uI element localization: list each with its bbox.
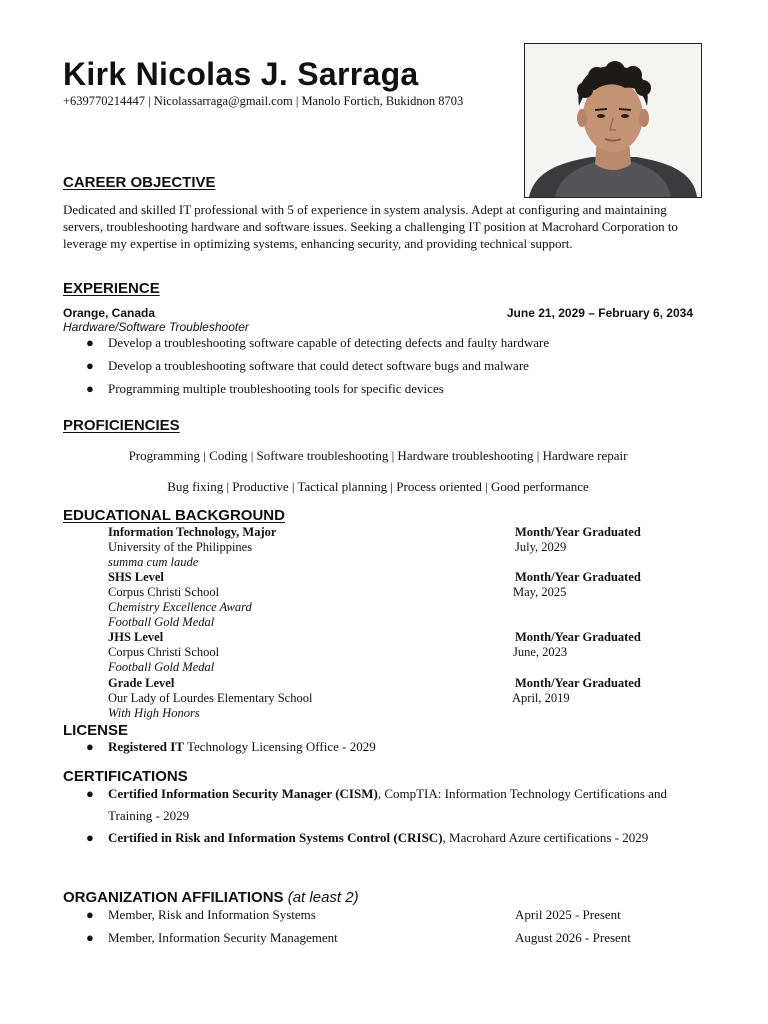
education-school: Corpus Christi School — [108, 645, 220, 659]
certification-detail: , CompTIA: Information Technology Certifications and Training - 2029 — [108, 786, 667, 823]
experience-dates: June 21, 2029 – February 6, 2034 — [506, 306, 693, 320]
experience-location: Orange, Canada — [63, 306, 156, 320]
bullet-icon: ● — [86, 930, 94, 945]
section-heading-certifications: CERTIFICATIONS — [63, 768, 188, 785]
education-honor: Football Gold Medal — [108, 660, 215, 674]
graduated-label: Month/Year Graduated — [515, 525, 641, 539]
section-heading-career-objective: CAREER OBJECTIVE — [63, 174, 216, 191]
graduated-label: Month/Year Graduated — [515, 676, 641, 690]
experience-bullet: Develop a troubleshooting software that could detect software bugs and malware — [108, 358, 529, 373]
education-date: June, 2023 — [513, 645, 568, 659]
education-school: Corpus Christi School — [108, 585, 220, 599]
certification-item — [108, 783, 698, 827]
education-date: July, 2029 — [515, 540, 567, 554]
bullet-icon: ● — [86, 786, 94, 801]
certification-detail: , Macrohard Azure certifications - 2029 — [442, 830, 649, 845]
affiliation-role: Member, Risk and Information Systems — [108, 907, 316, 922]
graduated-label: Month/Year Graduated — [515, 630, 641, 644]
education-school: Our Lady of Lourdes Elementary School — [108, 691, 313, 705]
experience-role: Hardware/Software Troubleshooter — [63, 320, 249, 334]
bullet-icon: ● — [86, 358, 94, 373]
affiliation-role: Member, Information Security Management — [108, 930, 338, 945]
experience-header-row — [63, 306, 693, 320]
section-heading-education: EDUCATIONAL BACKGROUND — [63, 507, 285, 524]
affiliation-dates: April 2025 - Present — [515, 907, 621, 922]
certification-title: Certified in Risk and Information Systems Control (CRISC) — [108, 830, 443, 845]
affiliation-dates: August 2026 - Present — [515, 930, 631, 945]
education-level: JHS Level — [108, 630, 164, 644]
education-level: Information Technology, Major — [108, 525, 277, 539]
graduated-label: Month/Year Graduated — [515, 570, 641, 584]
bullet-icon: ● — [86, 907, 94, 922]
education-date: May, 2025 — [513, 585, 567, 599]
education-level: Grade Level — [108, 676, 175, 690]
education-honor: Football Gold Medal — [108, 615, 215, 629]
bullet-icon: ● — [86, 381, 94, 396]
career-objective-text: Dedicated and skilled IT professional with 5 of experience in system analysis. Adept at configuring and maintaining servers, troubleshooting hardware and software issues. Seeking a challenging IT position at Macrohard Corporation to leverage my expertise in optimizing systems, enhancing security, and providing technical support. — [63, 202, 678, 251]
bullet-icon: ● — [86, 830, 94, 845]
education-honor: With High Honors — [108, 706, 200, 720]
resume-name: Kirk Nicolas J. Sarraga — [63, 56, 419, 92]
profile-photo — [524, 43, 702, 198]
section-heading-affiliations — [63, 889, 359, 906]
person-portrait-icon — [525, 44, 701, 197]
experience-bullet: Develop a troubleshooting software capable of detecting defects and faulty hardware — [108, 335, 550, 350]
education-honor: Chemistry Excellence Award — [108, 600, 252, 614]
section-heading-proficiencies: PROFICIENCIES — [63, 417, 180, 434]
section-heading-experience: EXPERIENCE — [63, 280, 160, 297]
license-title: Registered IT — [108, 739, 184, 754]
section-heading-license: LICENSE — [63, 722, 129, 739]
proficiencies-line: Programming | Coding | Software troubleshooting | Hardware troubleshooting | Hardware repair — [128, 448, 628, 463]
certification-title: Certified Information Security Manager (CISM) — [108, 786, 378, 801]
education-honor: summa cum laude — [108, 555, 199, 569]
education-level: SHS Level — [108, 570, 164, 584]
experience-bullet: Programming multiple troubleshooting tools for specific devices — [108, 381, 444, 396]
proficiencies-line: Bug fixing | Productive | Tactical planning | Process oriented | Good performance — [167, 479, 589, 494]
license-detail: Technology Licensing Office - 2029 — [183, 739, 376, 754]
education-school: University of the Philippines — [108, 540, 253, 554]
contact-line: +639770214447 | Nicolassarraga@gmail.com | Manolo Fortich, Bukidnon 8703 — [63, 94, 464, 108]
bullet-icon: ● — [86, 739, 94, 754]
affiliations-heading-text: ORGANIZATION AFFILIATIONS — [63, 889, 284, 906]
bullet-icon: ● — [86, 335, 94, 350]
certification-item — [108, 827, 698, 849]
license-item — [108, 739, 698, 755]
education-date: April, 2019 — [512, 691, 570, 705]
affiliations-note: (at least 2) — [287, 889, 359, 906]
